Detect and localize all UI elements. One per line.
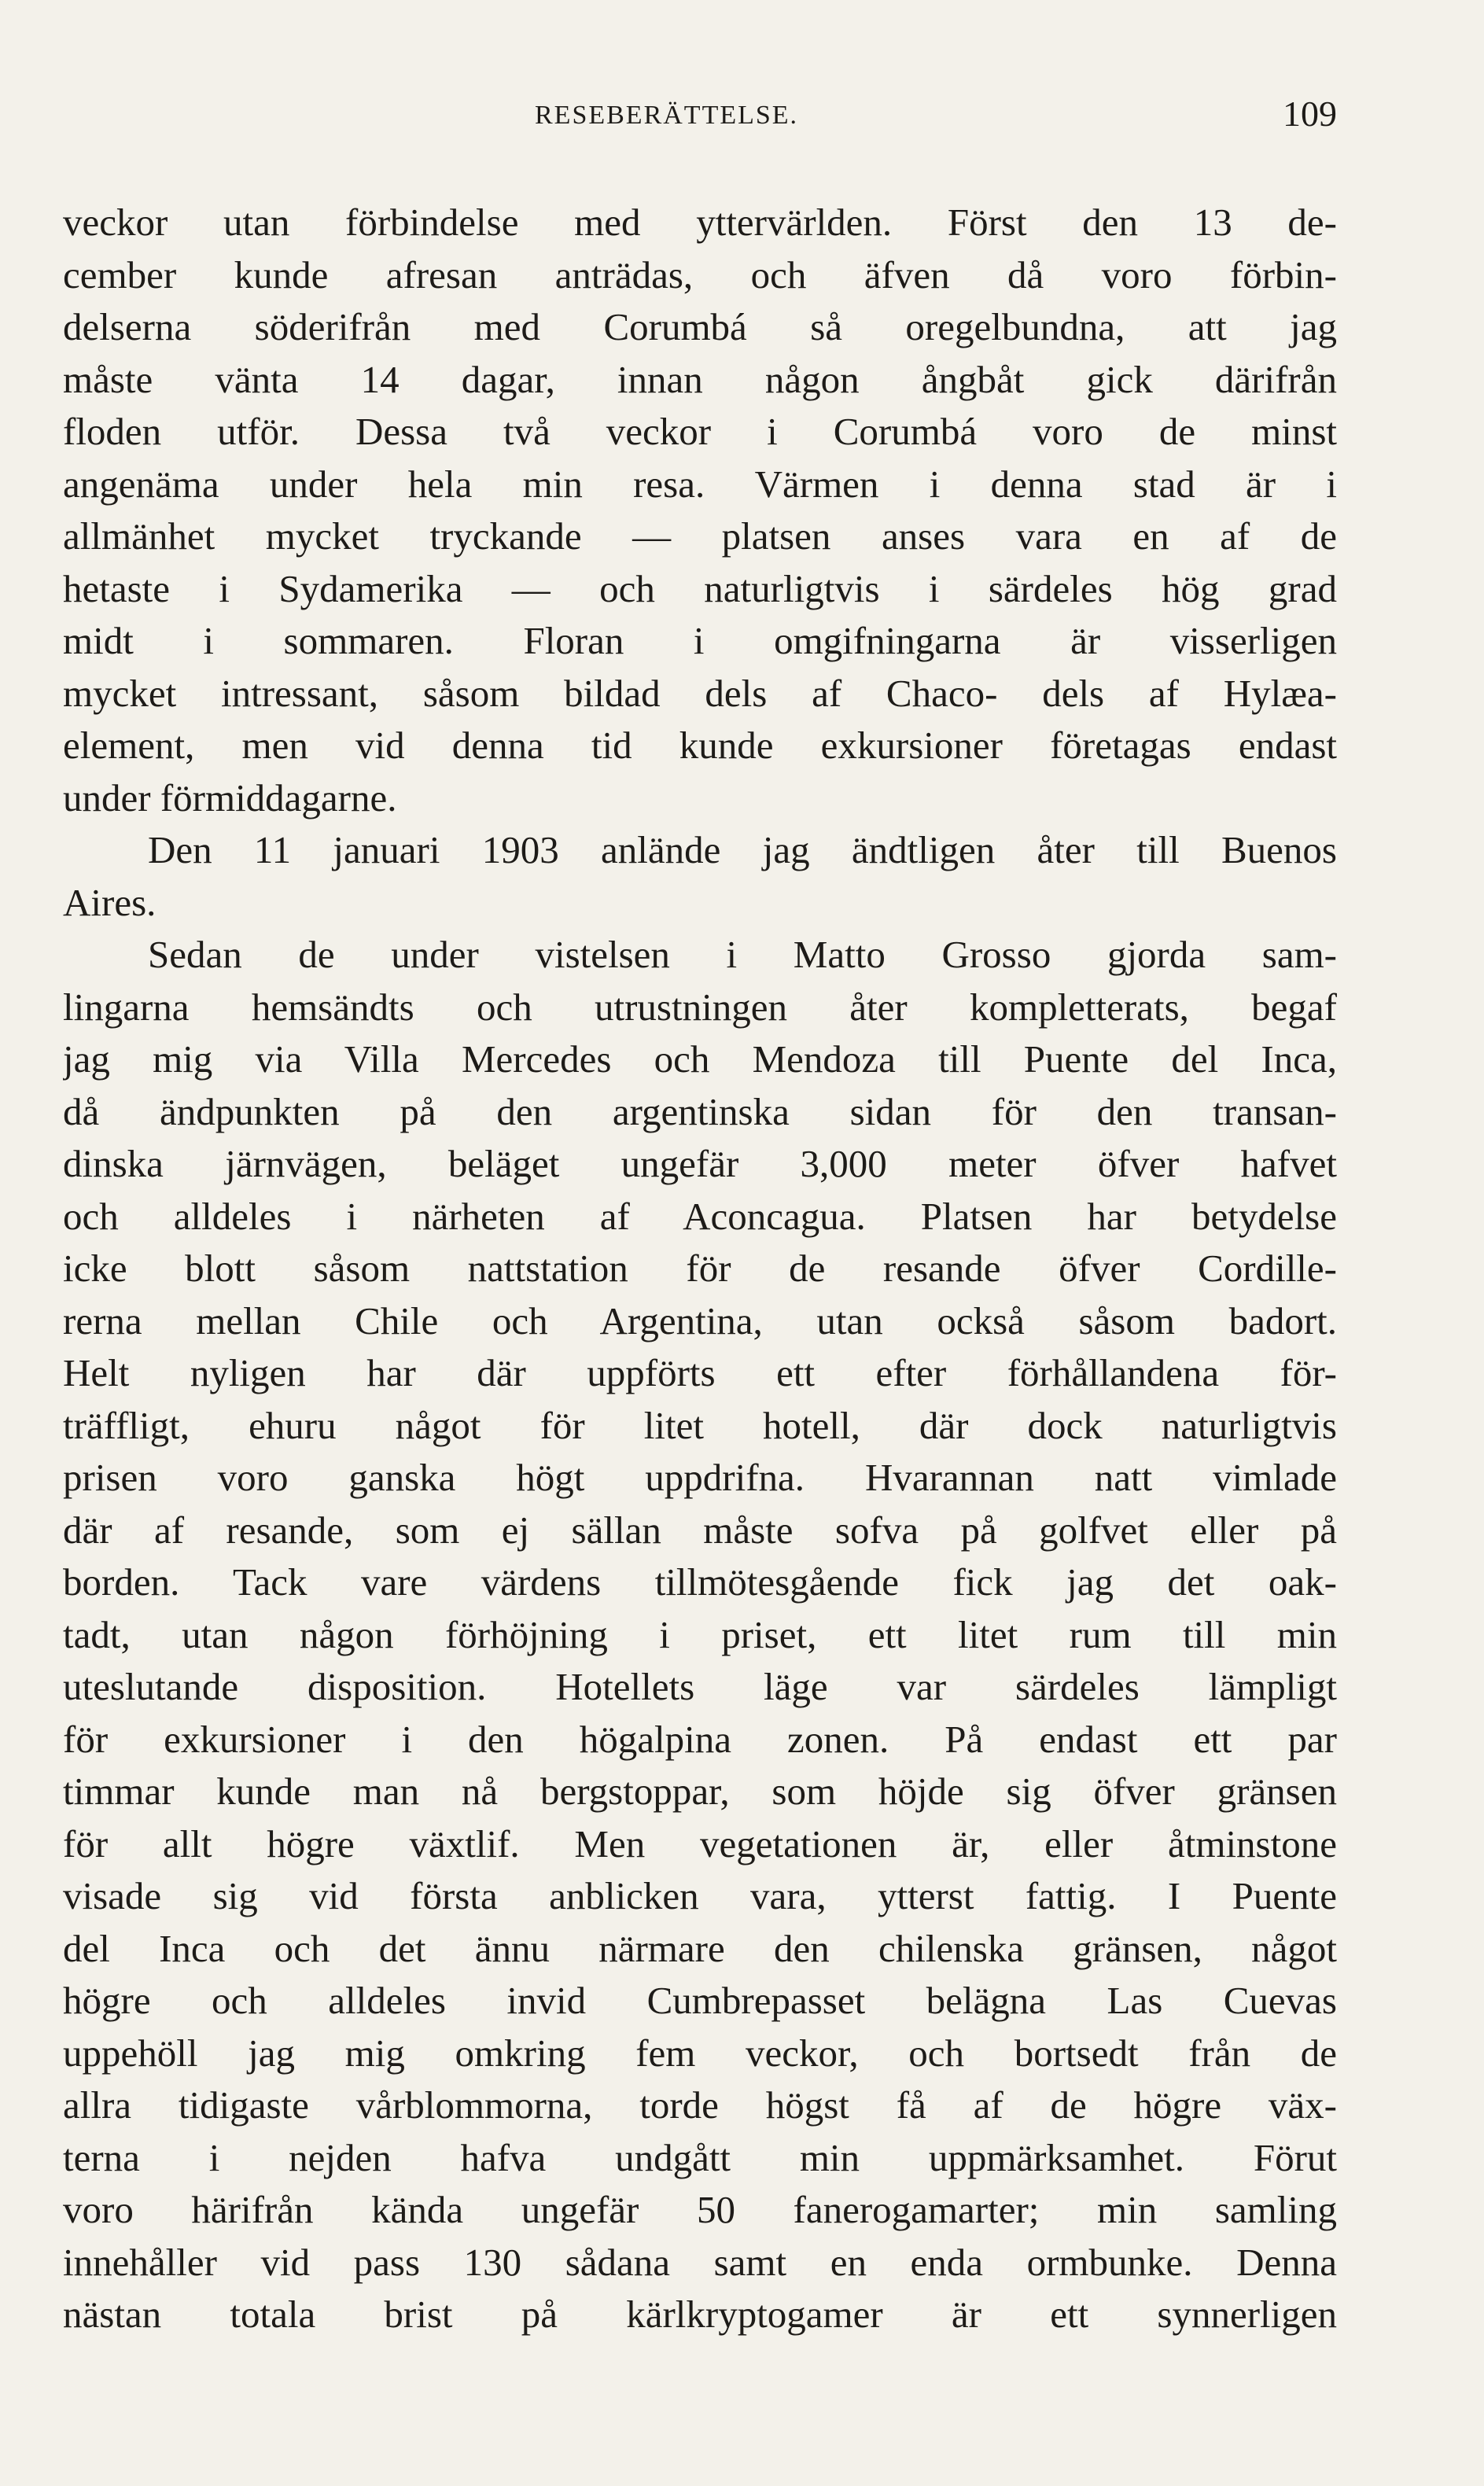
running-head: RESEBERÄTTELSE. (535, 101, 799, 130)
text-line: jag mig via Villa Mercedes och Mendoza till Puente del Inca, (63, 1037, 1337, 1081)
text-line: och alldeles i närheten af Aconcagua. Platsen har betydelse (63, 1194, 1337, 1238)
text-line: nästan totala brist på kärlkryptogamer är ett synnerligen (63, 2293, 1337, 2336)
text-line: midt i sommaren. Floran i omgifningarna är visserligen (63, 619, 1337, 662)
body-text (63, 197, 1337, 2341)
text-line: voro härifrån kända ungefär 50 fanerogamarter; min samling (63, 2188, 1337, 2231)
text-line: träffligt, ehuru något för litet hotell, där dock naturligtvis (63, 1403, 1337, 1447)
text-line: prisen voro ganska högt uppdrifna. Hvarannan natt vimlade (63, 1456, 1337, 1499)
text-line: visade sig vid första anblicken vara, ytterst fattig. I Puente (63, 1874, 1337, 1917)
text-line: under förmiddagarne. (63, 775, 397, 819)
text-line: terna i nejden hafva undgått min uppmärksamhet. Förut (63, 2135, 1337, 2179)
text-line: uteslutande disposition. Hotellets läge var särdeles lämpligt (63, 1665, 1337, 1708)
text-line: Den 11 januari 1903 anlände jag ändtligen åter till Buenos (148, 828, 1337, 871)
text-line: Aires. (63, 880, 157, 924)
text-line: borden. Tack vare värdens tillmötesgående fick jag det oak- (63, 1560, 1337, 1604)
text-line: rerna mellan Chile och Argentina, utan också såsom badort. (63, 1298, 1337, 1342)
text-line: floden utför. Dessa två veckor i Corumbá voro de minst (63, 410, 1337, 453)
text-line: angenäma under hela min resa. Värmen i denna stad är i (63, 462, 1337, 506)
text-line: allmänhet mycket tryckande — platsen anses vara en af de (63, 514, 1337, 558)
text-line: lingarna hemsändts och utrustningen åter kompletterats, begaf (63, 985, 1337, 1029)
text-line: icke blott såsom nattstation för de resande öfver Cordille- (63, 1247, 1337, 1290)
page-number: 109 (1283, 94, 1337, 134)
text-line: högre och alldeles invid Cumbrepasset belägna Las Cuevas (63, 1979, 1337, 2022)
text-line: element, men vid denna tid kunde exkursioner företagas endast (63, 724, 1337, 767)
text-line: allra tidigaste vårblommorna, torde högst få af de högre väx- (63, 2083, 1337, 2127)
text-line: då ändpunkten på den argentinska sidan för den transan- (63, 1089, 1337, 1133)
text-line: dinska järnvägen, beläget ungefär 3,000 meter öfver hafvet (63, 1142, 1337, 1185)
text-line: del Inca och det ännu närmare den chilenska gränsen, något (63, 1926, 1337, 1970)
text-line: uppehöll jag mig omkring fem veckor, och bortsedt från de (63, 2031, 1337, 2075)
text-line: Helt nyligen har där uppförts ett efter förhållandena för- (63, 1351, 1337, 1394)
text-line: veckor utan förbindelse med yttervärlden. Först den 13 de- (63, 201, 1337, 244)
text-line: tadt, utan någon förhöjning i priset, ett litet rum till min (63, 1612, 1337, 1656)
text-line: timmar kunde man nå bergstoppar, som höjde sig öfver gränsen (63, 1770, 1337, 1813)
text-line: där af resande, som ej sällan måste sofva på golfvet eller på (63, 1508, 1337, 1552)
text-line: Sedan de under vistelsen i Matto Grosso gjorda sam- (148, 933, 1337, 976)
text-line: cember kunde afresan anträdas, och äfven då voro förbin- (63, 252, 1337, 296)
text-line: mycket intressant, såsom bildad dels af Chaco- dels af Hylæa- (63, 671, 1337, 715)
text-line: måste vänta 14 dagar, innan någon ångbåt gick därifrån (63, 357, 1337, 401)
text-line: hetaste i Sydamerika — och naturligtvis i särdeles hög grad (63, 566, 1337, 610)
text-line: för exkursioner i den högalpina zonen. På endast ett par (63, 1717, 1337, 1761)
text-line: innehåller vid pass 130 sådana samt en enda ormbunke. Denna (63, 2240, 1337, 2284)
page-header (63, 93, 1337, 148)
text-line: delserna söderifrån med Corumbá så oregelbundna, att jag (63, 305, 1337, 348)
text-line: för allt högre växtlif. Men vegetationen är, eller åtminstone (63, 1821, 1337, 1865)
